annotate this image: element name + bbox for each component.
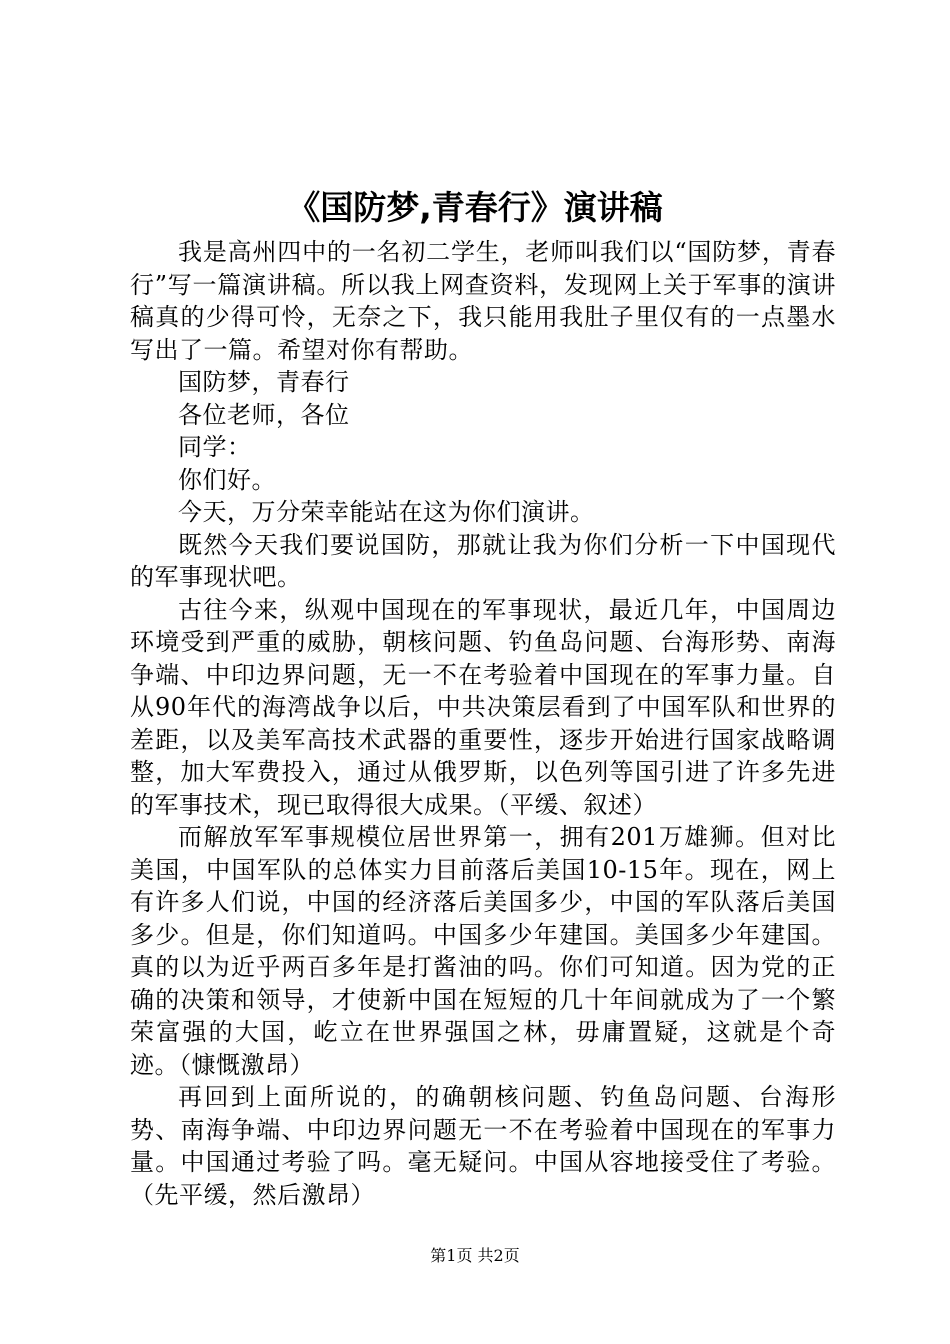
paragraph-greeting-teachers: 各位老师，各位 [178, 400, 350, 429]
paragraph-topic: 既然今天我们要说国防，那就让我为你们分析一下中国现代的军事现状吧。 [130, 530, 836, 591]
paragraph-pla-scale: 而解放军军事规模位居世界第一，拥有201万雄狮。但对比美国，中国军队的总体实力目前落后美国10-15年。现在，网上有许多人们说，中国的经济落后美国多少，中国的军队落后美国多少。但是，你们知道吗。中国多少年建国。美国多少年建国。真的以为近乎两百多年是打酱油的吗。你们可知道。因为党的正确的决策和领导，才使新中国在短短的几十年间就成为了一个繁荣富强的大国，屹立在世界强国之林，毋庸置疑，这就是个奇迹。（慷慨激昂） [130, 823, 836, 1079]
page-number-footer: 第1页 共2页 [430, 1246, 520, 1265]
paragraph-greeting-students: 同学： [178, 433, 252, 461]
document-title: 《国防梦,青春行》演讲稿 [287, 188, 663, 227]
paragraph-hello: 你们好。 [178, 465, 276, 494]
paragraph-speech-title: 国防梦，青春行 [178, 368, 350, 396]
document-body [130, 236, 836, 1211]
paragraph-military-status: 古往今来，纵观中国现在的军事现状，最近几年，中国周边环境受到严重的威胁，朝核问题、钓鱼岛问题、台海形势、南海争端、中印边界问题，无一不在考验着中国现在的军事力量。自从90年代的海湾战争以后，中共决策层看到了中国军队和世界的差距，以及美军高技术武器的重要性，逐步开始进行国家战略调整，加大军费投入，通过从俄罗斯，以色列等国引进了许多先进的军事技术，现已取得很大成果。（平缓、叙述） [130, 595, 836, 819]
paragraph-intro: 我是高州四中的一名初二学生，老师叫我们以“国防梦，青春行”写一篇演讲稿。所以我上网查资料，发现网上关于军事的演讲稿真的少得可怜，无奈之下，我只能用我肚子里仅有的一点墨水写出了一篇。希望对你有帮助。 [130, 238, 836, 364]
paragraph-conclusion: 再回到上面所说的，的确朝核问题、钓鱼岛问题、台海形势、南海争端、中印边界问题无一不在考验着中国现在的军事力量。中国通过考验了吗。毫无疑问。中国从容地接受住了考验。（先平缓，然后激昂） [130, 1083, 836, 1209]
paragraph-honor: 今天，万分荣幸能站在这为你们演讲。 [178, 498, 595, 526]
